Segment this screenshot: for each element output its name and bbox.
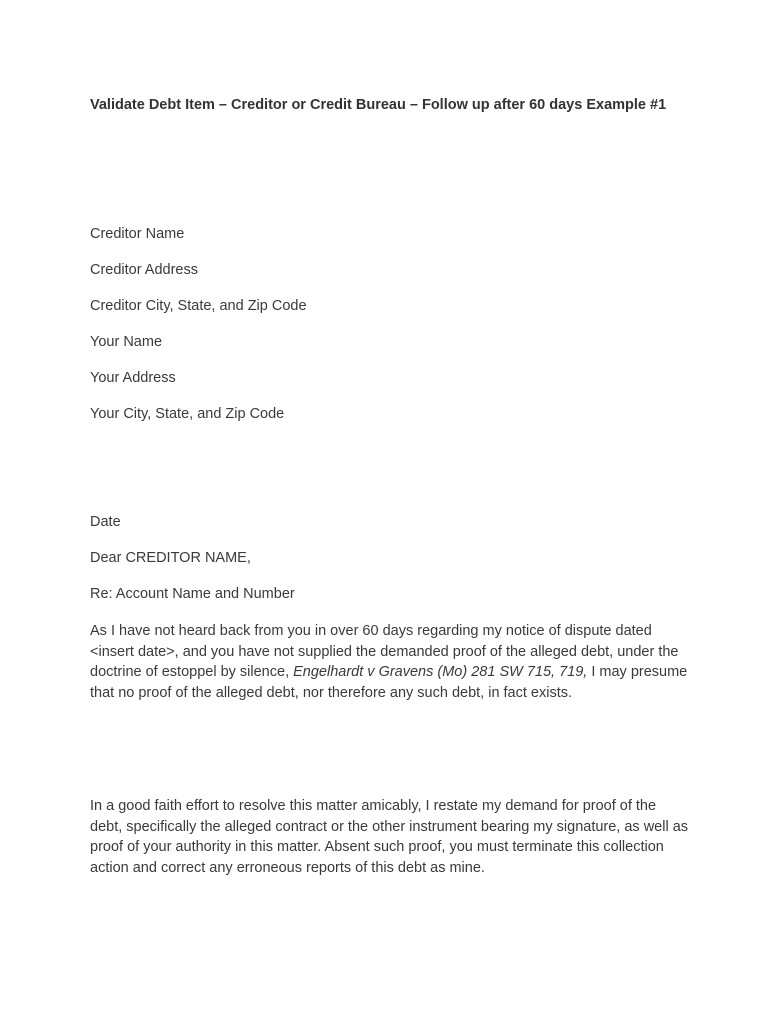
date-line: Date — [90, 514, 121, 530]
paragraph-demand: In a good faith effort to resolve this matter amicably, I restate my demand for proof of the debt, specifically the alleged contract or the other instrument bearing my signature, as well as proof of your authority in this matter. Absent such proof, you must terminate this collection action and correct any erroneous reports of this debt as mine. — [90, 798, 689, 876]
your-address: Your Address — [90, 370, 176, 386]
paragraph-estoppel-text-end: I may presume that no proof of the alleged debt, nor therefore any such debt, in fact exists. — [90, 664, 688, 701]
paragraph-estoppel-text-start: As I have not heard back from you in over 60 days regarding my notice of dispute dated <insert date>, and you have not supplied the demanded proof of the alleged debt, under the doctrine of estoppel by silence, — [90, 623, 679, 680]
re-line: Re: Account Name and Number — [90, 586, 295, 602]
salutation: Dear CREDITOR NAME, — [90, 550, 251, 566]
paragraph-estoppel — [90, 621, 690, 703]
creditor-city-state-zip: Creditor City, State, and Zip Code — [90, 298, 307, 314]
your-name: Your Name — [90, 334, 163, 350]
creditor-address: Creditor Address — [90, 262, 198, 278]
creditor-name: Creditor Name — [90, 226, 185, 242]
case-citation: Engelhardt v Gravens (Mo) 281 SW 715, 719, — [293, 664, 588, 680]
document-title: Validate Debt Item – Creditor or Credit Bureau – Follow up after 60 days Example #1 — [90, 97, 667, 113]
your-city-state-zip: Your City, State, and Zip Code — [90, 406, 285, 422]
